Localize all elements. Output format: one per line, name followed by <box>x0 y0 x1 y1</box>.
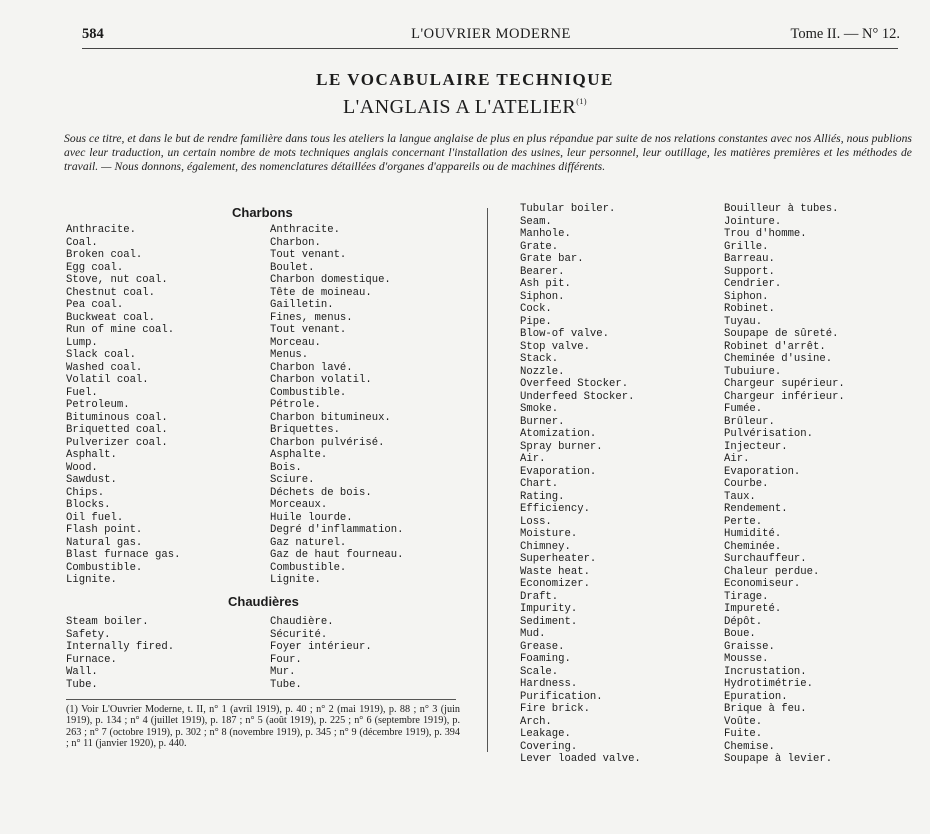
chaudieres-english-list <box>66 616 174 691</box>
column-divider <box>487 208 488 752</box>
vocab-term: Stack. <box>520 353 559 365</box>
vocab-term: Tout venant. <box>270 324 347 336</box>
vocab-term: Blow-of valve. <box>520 328 610 340</box>
vocab-term: Pulverizer coal. <box>66 436 168 449</box>
vocab-term: Menus. <box>270 349 309 361</box>
article-subtitle <box>0 96 930 119</box>
vocab-term: Purification. <box>520 690 603 703</box>
vocab-term: Soupape de sûreté. <box>724 328 839 340</box>
vocab-term: Fuite. <box>724 728 763 740</box>
vocab-term: Boue. <box>724 628 756 640</box>
vocab-term: Slack coal. <box>66 349 136 361</box>
article-title: LE VOCABULAIRE TECHNIQUE <box>316 70 614 89</box>
vocab-term: Hydrotimétrie. <box>724 678 814 690</box>
vocab-term: Spray burner. <box>520 440 603 453</box>
vocab-term: Economiseur. <box>724 578 801 590</box>
vocab-term: Four. <box>270 653 302 666</box>
vocab-term: Siphon. <box>724 290 769 303</box>
vocab-term: Surchauffeur. <box>724 553 807 565</box>
vocab-term: Atomization. <box>520 428 597 440</box>
vocab-term: Tubular boiler. <box>520 203 616 215</box>
vocab-term: Trou d'homme. <box>724 228 807 240</box>
vocab-term: Chargeur inférieur. <box>724 390 845 403</box>
vocab-term: Moisture. <box>520 528 578 540</box>
vocab-term: Combustible. <box>66 561 143 574</box>
vocab-term: Anthracite. <box>270 224 340 236</box>
section-title-chaudieres: Chaudières <box>228 594 299 609</box>
vocab-term: Epuration. <box>724 690 788 703</box>
vocab-term: Support. <box>724 265 775 278</box>
vocab-term: Sécurité. <box>270 628 328 641</box>
charbons-french-list <box>270 224 404 587</box>
vocab-term: Grille. <box>724 240 769 253</box>
vocab-term: Boulet. <box>270 261 315 274</box>
footnote: (1) Voir L'Ouvrier Moderne, t. II, n° 1 (avril 1919), p. 40 ; n° 2 (mai 1919), p. 88 ; n° 3 (juin 1919), p. 134 ; n° 4 (juillet 1919), p. 187 ; n° 5 (août 1919), p. 225 ; n° 6 (septembre 1919), p. 263 ; n° 7 (octobre 1919), p. 302 ; n° 8 (novembre 1919), p. 345 ; n° 9 (décembre 1919), p. 394 ; n° 11 (janvier 1920), p. 440. <box>66 704 460 749</box>
page-number: 584 <box>82 26 104 42</box>
vocab-term: Brique à feu. <box>724 703 807 715</box>
vocab-term: Loss. <box>520 515 552 528</box>
vocab-term: Nozzle. <box>520 365 565 378</box>
vocab-term: Run of mine coal. <box>66 324 175 336</box>
vocab-term: Voûte. <box>724 715 763 728</box>
vocab-term: Chips. <box>66 486 105 499</box>
vocab-term: Impurity. <box>520 603 578 615</box>
vocab-term: Chemise. <box>724 740 775 753</box>
vocab-term: Overfeed Stocker. <box>520 378 629 390</box>
vocab-term: Hardness. <box>520 678 578 690</box>
vocab-term: Chaleur perdue. <box>724 565 820 578</box>
vocab-term: Brûleur. <box>724 415 775 428</box>
vocab-term: Briquetted coal. <box>66 424 168 436</box>
vocab-term: Combustible. <box>270 561 347 574</box>
vocab-term: Tube. <box>66 678 98 691</box>
vocab-term: Ash pit. <box>520 278 571 290</box>
vocab-term: Dépôt. <box>724 615 763 628</box>
vocab-term: Egg coal. <box>66 261 124 274</box>
vocab-term: Tout venant. <box>270 249 347 261</box>
vocab-term: Robinet d'arrêt. <box>724 340 826 353</box>
continued-english-list <box>520 203 641 766</box>
vocab-term: Morceaux. <box>270 499 328 511</box>
vocab-term: Draft. <box>520 590 559 603</box>
vocab-term: Tuyau. <box>724 315 763 328</box>
vocab-term: Fines, menus. <box>270 311 353 324</box>
section-title-charbons: Charbons <box>232 205 293 220</box>
vocab-term: Taux. <box>724 490 756 503</box>
vocab-term: Fire brick. <box>520 703 590 715</box>
vocab-term: Scale. <box>520 665 559 678</box>
vocab-term: Covering. <box>520 740 578 753</box>
vocab-term: Air. <box>724 453 750 465</box>
vocab-term: Impureté. <box>724 603 782 615</box>
vocab-term: Charbon domestique. <box>270 274 391 286</box>
vocab-term: Bearer. <box>520 265 565 278</box>
vocab-term: Cock. <box>520 303 552 315</box>
vocab-term: Tubuiure. <box>724 365 782 378</box>
continued-french-list <box>724 203 845 766</box>
vocab-term: Chargeur supérieur. <box>724 378 845 390</box>
chaudieres-french-list <box>270 616 372 691</box>
vocab-term: Gaz de haut fourneau. <box>270 549 404 561</box>
journal-name: L'OUVRIER MODERNE <box>411 26 571 42</box>
vocab-term: Grate bar. <box>520 253 584 265</box>
vocab-term: Pétrole. <box>270 399 321 411</box>
vocab-term: Efficiency. <box>520 503 590 515</box>
vocab-term: Morceau. <box>270 336 321 349</box>
vocab-term: Cendrier. <box>724 278 782 290</box>
vocab-term: Huile lourde. <box>270 511 353 524</box>
vocab-term: Flash point. <box>66 524 143 536</box>
vocab-term: Waste heat. <box>520 565 590 578</box>
vocab-term: Charbon volatil. <box>270 374 372 386</box>
vocab-term: Furnace. <box>66 653 117 666</box>
vocab-term: Asphalte. <box>270 449 328 461</box>
vocab-term: Internally fired. <box>66 641 175 653</box>
vocab-term: Evaporation. <box>724 465 801 478</box>
vocab-term: Evaporation. <box>520 465 597 478</box>
vocab-term: Buckweat coal. <box>66 311 156 324</box>
vocab-term: Sciure. <box>270 474 315 486</box>
vocab-term: Fuel. <box>66 386 98 399</box>
vocab-term: Wood. <box>66 461 98 474</box>
vocab-term: Foyer intérieur. <box>270 641 372 653</box>
vocab-term: Safety. <box>66 628 111 641</box>
vocab-term: Lignite. <box>66 574 117 586</box>
vocab-term: Mur. <box>270 666 296 678</box>
vocab-term: Broken coal. <box>66 249 143 261</box>
vocab-term: Incrustation. <box>724 665 807 678</box>
vocab-term: Sediment. <box>520 615 578 628</box>
vocab-term: Anthracite. <box>66 224 136 236</box>
vocab-term: Volatil coal. <box>66 374 149 386</box>
vocab-term: Stove, nut coal. <box>66 274 168 286</box>
vocab-term: Smoke. <box>520 403 559 415</box>
vocab-term: Wall. <box>66 666 98 678</box>
vocab-term: Siphon. <box>520 290 565 303</box>
vocab-term: Pea coal. <box>66 299 124 311</box>
vocab-term: Combustible. <box>270 386 347 399</box>
vocab-term: Briquettes. <box>270 424 340 436</box>
vocab-term: Jointure. <box>724 215 782 228</box>
vocab-term: Petroleum. <box>66 399 130 411</box>
vocab-term: Mousse. <box>724 653 769 665</box>
vocab-term: Bois. <box>270 461 302 474</box>
vocab-term: Natural gas. <box>66 536 143 549</box>
vocab-term: Rating. <box>520 490 565 503</box>
vocab-term: Injecteur. <box>724 440 788 453</box>
vocab-term: Chart. <box>520 478 559 490</box>
vocab-term: Charbon pulvérisé. <box>270 436 385 449</box>
subtitle-text: L'ANGLAIS A L'ATELIER <box>342 96 577 118</box>
vocab-term: Courbe. <box>724 478 769 490</box>
vocab-term: Washed coal. <box>66 361 143 374</box>
vocab-term: Burner. <box>520 415 565 428</box>
vocab-term: Tête de moineau. <box>270 286 372 299</box>
vocab-term: Cheminée d'usine. <box>724 353 833 365</box>
vocab-term: Degré d'inflammation. <box>270 524 404 536</box>
vocab-term: Fumée. <box>724 403 763 415</box>
vocab-term: Tirage. <box>724 590 769 603</box>
vocab-term: Sawdust. <box>66 474 117 486</box>
vocab-term: Chestnut coal. <box>66 286 156 299</box>
vocab-term: Grease. <box>520 640 565 653</box>
vocab-term: Déchets de bois. <box>270 486 372 499</box>
vocab-term: Seam. <box>520 215 552 228</box>
vocab-term: Gailletin. <box>270 299 334 311</box>
charbons-english-list <box>66 224 180 587</box>
vocab-term: Charbon bitumineux. <box>270 411 391 424</box>
vocab-term: Perte. <box>724 515 763 528</box>
vocab-term: Mud. <box>520 628 546 640</box>
vocab-term: Underfeed Stocker. <box>520 390 635 403</box>
vocab-term: Soupape à levier. <box>724 753 833 765</box>
vocab-term: Bituminous coal. <box>66 411 168 424</box>
vocab-term: Stop valve. <box>520 340 590 353</box>
issue-number: Tome II. — N° 12. <box>790 26 900 42</box>
vocab-term: Charbon lavé. <box>270 361 353 374</box>
vocab-term: Lever loaded valve. <box>520 753 641 765</box>
vocab-term: Chaudière. <box>270 616 334 628</box>
running-head <box>82 26 900 46</box>
vocab-term: Foaming. <box>520 653 571 665</box>
vocab-term: Tube. <box>270 678 302 691</box>
intro-paragraph: Sous ce titre, et dans le but de rendre familière dans tous les ateliers la langue anglaise de plus en plus répandue par suite de nos relations constantes avec nos Alliés, nous publions avec leur traduction, un certain nombre de mots techniques anglais concernant l'installation des usines, leur personnel, leur outillage, les matières premières et les méthodes de travail. — Nous donnons, également, des nomenclatures détaillées d'organes d'appareils ou de machines différents. <box>64 132 912 174</box>
vocab-term: Chimney. <box>520 540 571 553</box>
vocab-term: Grate. <box>520 240 559 253</box>
vocab-term: Cheminée. <box>724 540 782 553</box>
vocab-term: Blocks. <box>66 499 111 511</box>
vocab-term: Blast furnace gas. <box>66 549 181 561</box>
vocab-term: Robinet. <box>724 303 775 315</box>
vocab-term: Charbon. <box>270 236 321 249</box>
vocab-term: Barreau. <box>724 253 775 265</box>
vocab-term: Coal. <box>66 236 98 249</box>
header-rule <box>82 48 898 49</box>
vocab-term: Superheater. <box>520 553 597 565</box>
vocab-term: Pulvérisation. <box>724 428 814 440</box>
vocab-term: Manhole. <box>520 228 571 240</box>
vocab-term: Rendement. <box>724 503 788 515</box>
vocab-term: Bouilleur à tubes. <box>724 203 839 215</box>
vocab-term: Arch. <box>520 715 552 728</box>
vocab-term: Leakage. <box>520 728 571 740</box>
vocab-term: Lignite. <box>270 574 321 586</box>
vocab-term: Air. <box>520 453 546 465</box>
vocab-term: Economizer. <box>520 578 590 590</box>
footnote-marker: (1) <box>576 97 588 106</box>
vocab-term: Oil fuel. <box>66 511 124 524</box>
vocab-term: Gaz naturel. <box>270 536 347 549</box>
vocab-term: Pipe. <box>520 315 552 328</box>
footnote-rule <box>66 699 456 700</box>
vocab-term: Humidité. <box>724 528 782 540</box>
vocab-term: Steam boiler. <box>66 616 149 628</box>
vocab-term: Graisse. <box>724 640 775 653</box>
vocab-term: Lump. <box>66 336 98 349</box>
vocab-term: Asphalt. <box>66 449 117 461</box>
